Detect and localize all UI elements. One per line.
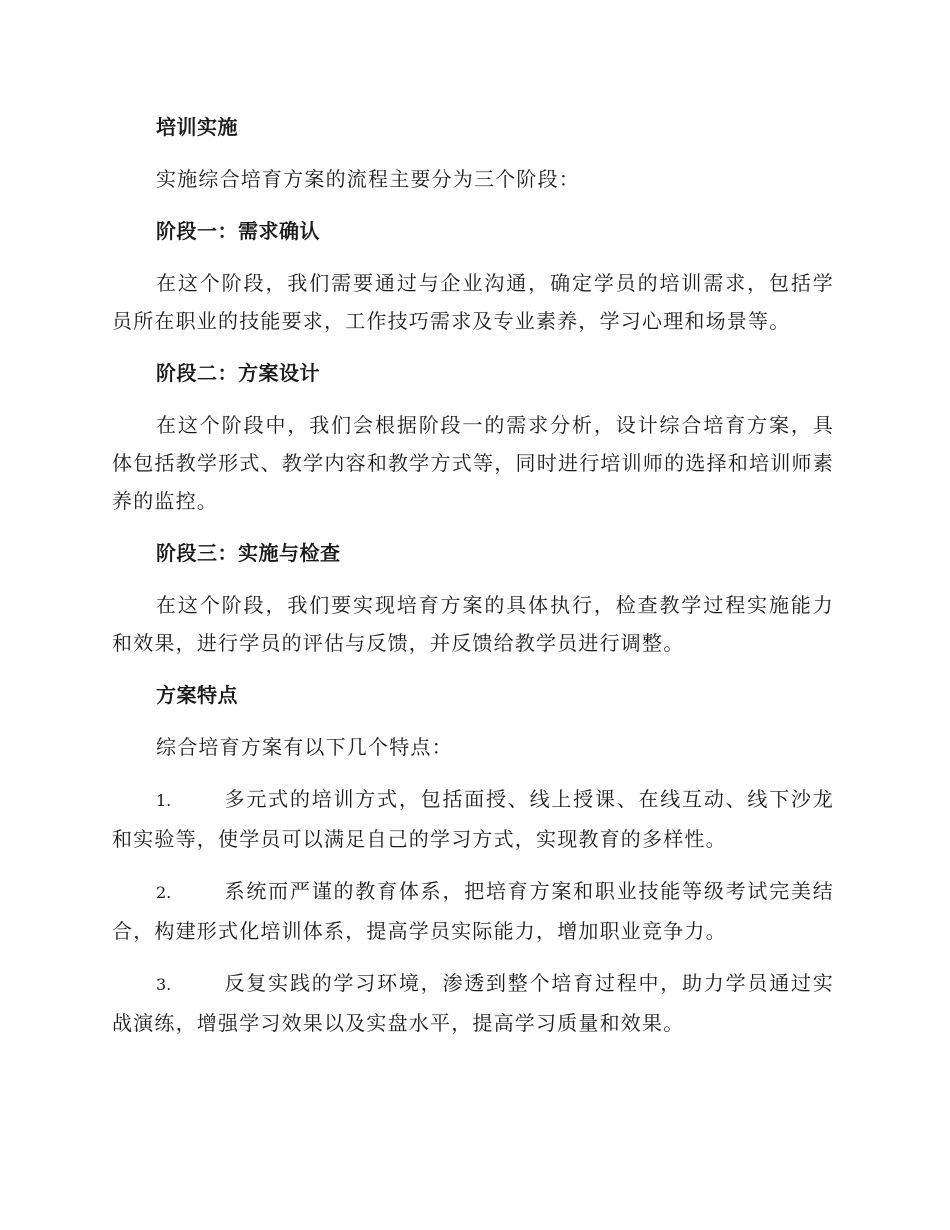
list-number: 1. bbox=[156, 791, 172, 810]
feature-text: 系统而严谨的教育体系，把培育方案和职业技能等级考试完美结合，构建形式化培训体系，提高学员实际能力，增加职业竞争力。 bbox=[112, 879, 834, 943]
list-number: 2. bbox=[156, 883, 172, 902]
phase-3-paragraph: 在这个阶段，我们要实现培育方案的具体执行，检查教学过程实施能力和效果，进行学员的评估与反馈，并反馈给教学员进行调整。 bbox=[112, 593, 834, 655]
phase-1-paragraph: 在这个阶段，我们需要通过与企业沟通，确定学员的培训需求，包括学员所在职业的技能要求，工作技巧需求及专业素养，学习心理和场景等。 bbox=[112, 271, 834, 333]
document-body bbox=[112, 108, 834, 1056]
section-heading-features: 方案特点 bbox=[156, 683, 238, 707]
feature-text: 多元式的培训方式，包括面授、线上授课、在线互动、线下沙龙和实验等，使学员可以满足自己的学习方式，实现教育的多样性。 bbox=[112, 787, 834, 851]
phase-3-heading: 阶段三：实施与检查 bbox=[156, 541, 341, 565]
phase-2-paragraph: 在这个阶段中，我们会根据阶段一的需求分析，设计综合培育方案，具体包括教学形式、教学内容和教学方式等，同时进行培训师的选择和培训师素养的监控。 bbox=[112, 413, 834, 513]
list-number: 3. bbox=[156, 975, 172, 994]
section-intro-paragraph: 实施综合培育方案的流程主要分为三个阶段： bbox=[156, 167, 580, 191]
features-intro-paragraph: 综合培育方案有以下几个特点： bbox=[156, 735, 453, 759]
feature-list-item-2 bbox=[112, 872, 834, 950]
section-heading-training-implementation: 培训实施 bbox=[156, 115, 238, 139]
feature-text: 反复实践的学习环境，渗透到整个培育过程中，助力学员通过实战演练，增强学习效果以及实盘水平，提高学习质量和效果。 bbox=[112, 971, 834, 1035]
phase-1-heading: 阶段一：需求确认 bbox=[156, 219, 320, 243]
phase-2-heading: 阶段二：方案设计 bbox=[156, 361, 320, 385]
feature-list-item-1 bbox=[112, 780, 834, 858]
feature-list-item-3 bbox=[112, 964, 834, 1042]
